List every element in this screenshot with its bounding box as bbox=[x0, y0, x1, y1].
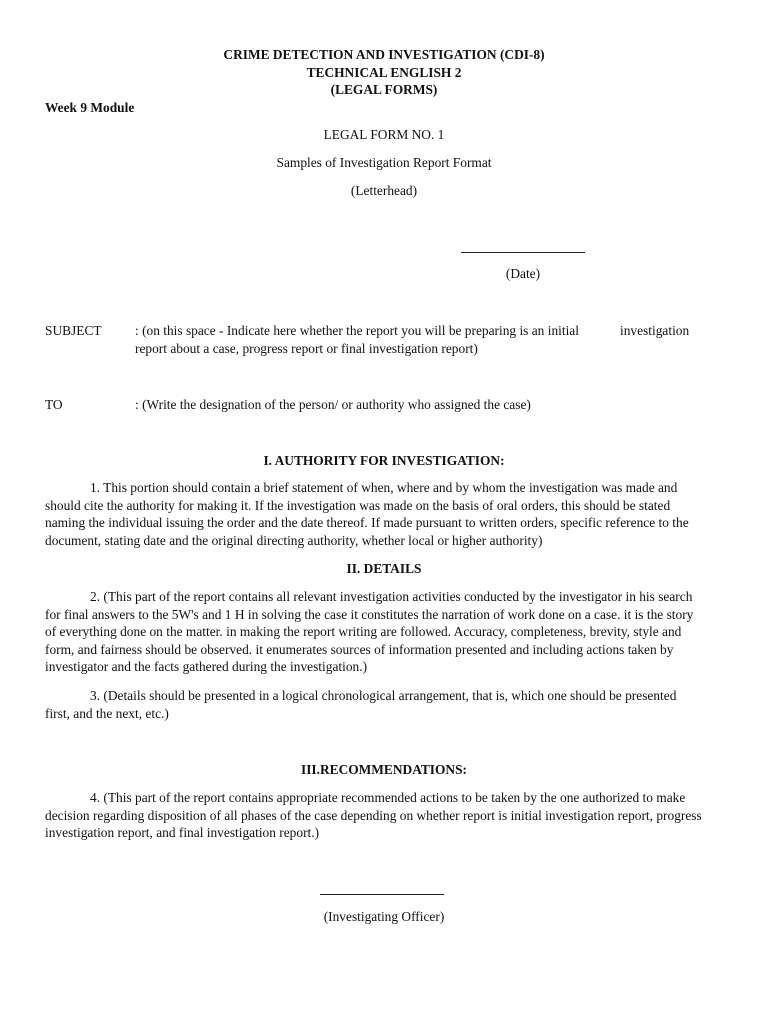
paragraph-1-line: 1. This portion should contain a brief statement of when, where and by whom the investigation was made and bbox=[90, 480, 678, 495]
title-line-2: TECHNICAL ENGLISH 2 bbox=[306, 65, 462, 80]
subject-label: SUBJECT bbox=[45, 323, 102, 338]
paragraph-2-line: form, and fairness should be observed. it enumerates sources of information presented and including actions taken by bbox=[45, 641, 674, 657]
paragraph-2-line: investigator and the facts gathered during the investigation.) bbox=[45, 659, 368, 675]
section-2-heading: II. DETAILS bbox=[346, 561, 422, 576]
signature-label: (Investigating Officer) bbox=[323, 909, 445, 924]
paragraph-3-line: 3. (Details should be presented in a logical chronological arrangement, that is, which one should be presented bbox=[90, 688, 677, 703]
date-underline bbox=[461, 252, 585, 253]
signature-underline bbox=[320, 894, 444, 895]
paragraph-1-line: should cite the authority for making it. If the investigation was made on the basis of oral orders, this should be stated bbox=[45, 497, 671, 513]
paragraph-4-line: investigation report, and final investigation report.) bbox=[45, 825, 320, 841]
week-label: Week 9 Module bbox=[45, 100, 135, 115]
paragraph-4-line: decision regarding disposition of all phases of the case depending on whether report is initial investigation report, progress bbox=[45, 807, 702, 823]
paragraph-2 bbox=[45, 588, 723, 676]
letterhead-placeholder: (Letterhead) bbox=[350, 183, 418, 198]
form-number: LEGAL FORM NO. 1 bbox=[323, 127, 445, 142]
subject-text-line-2: report about a case, progress report or final investigation report) bbox=[135, 341, 478, 356]
paragraph-2-line: 2. (This part of the report contains all relevant investigation activities conducted by the investigator in his search bbox=[90, 589, 693, 604]
section-1-heading: I. AUTHORITY FOR INVESTIGATION: bbox=[263, 453, 505, 468]
subject-text-line-1-tail: investigation bbox=[620, 323, 690, 338]
date-label: (Date) bbox=[505, 266, 541, 281]
paragraph-2-line: of everything done on the matter. in making the report writing are followed. Accuracy, completeness, brevity, style and bbox=[45, 624, 682, 640]
paragraph-1 bbox=[45, 479, 723, 549]
paragraph-2-line: for final answers to the 5W's and 1 H in solving the case it constitutes the narration of work done on a case. it is the story bbox=[45, 606, 694, 622]
to-text: : (Write the designation of the person/ or authority who assigned the case) bbox=[135, 397, 531, 412]
paragraph-3-line: first, and the next, etc.) bbox=[45, 705, 169, 721]
paragraph-1-line: document, stating date and the original directing authority, whether local or higher authority) bbox=[45, 532, 543, 548]
title-line-3: (LEGAL FORMS) bbox=[330, 82, 438, 97]
paragraph-4 bbox=[45, 789, 723, 842]
paragraph-4-line: 4. (This part of the report contains appropriate recommended actions to be taken by the one authorized to make bbox=[90, 790, 686, 805]
to-label: TO bbox=[45, 397, 63, 412]
paragraph-1-line: naming the individual issuing the order and the date thereof. If made pursuant to written orders, specific reference to the bbox=[45, 515, 689, 531]
form-subtitle: Samples of Investigation Report Format bbox=[276, 155, 492, 170]
paragraph-3 bbox=[45, 687, 723, 722]
subject-text-line-1: : (on this space - Indicate here whether the report you will be preparing is an initial bbox=[135, 323, 579, 338]
title-line-1: CRIME DETECTION AND INVESTIGATION (CDI-8) bbox=[223, 47, 545, 62]
section-3-heading: III.RECOMMENDATIONS: bbox=[300, 762, 468, 777]
